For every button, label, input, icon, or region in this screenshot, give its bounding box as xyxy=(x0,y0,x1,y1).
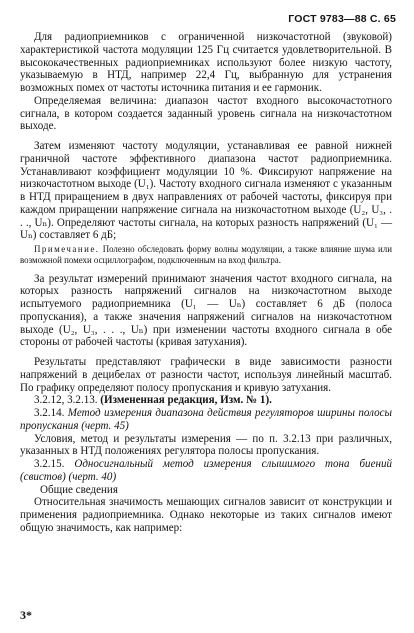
page-content xyxy=(20,31,392,535)
paragraph-graph: Результаты представляют графически в виде зависимости разности напряжений в децибелах от разности частот, используя линейный масштаб. По графику определяют полосу пропускания и кривую затухания. xyxy=(20,356,392,394)
paragraph-procedure: Затем изменяют частоту модуляции, устанавливая ее равной нижней граничной частоте эффективного диапазона частот радиоприемника. Устанавливают коэффициент модуляции 10 %. Фиксируют напряжение на низкочастотном выходе (U₁). Частоту входного сигнала изменяют с указанным в НТД приращением в двух направлениях от рабочей частоты, фиксируя при каждом приращении напряжение сигнала на низкочастотном выходе (U₂, U₃, . . ., Uₙ). Определяют частоты сигнала, на которых разность напряжений (U₁ — Uₙ) составляет 6 дБ; xyxy=(20,140,392,242)
paragraph-result: За результат измерений принимают значения частот входного сигнала, на которых разность напряжений сигналов на низкочастотном выходе испытуемого радиоприемника (U₁ — Uₙ) составляет 6 дБ (полоса пропускания), а также значения напряжений сигналов на низкочастотном выходе (U₂, U₃, . . ., Uₙ) при изменении частоты входного сигнала в обе стороны от рабочей частоты (кривая затухания). xyxy=(20,272,392,349)
paragraph-modulation-frequency: Для радиоприемников с ограниченной низкочастотной (звуковой) характеристикой частота модуляции 125 Гц считается удовлетворительной. В высококачественных радиоприемниках используют более низкую частоту, указываемую в НТД, например 22,4 Гц, выбранную для устранения возможных помех от частоты источника питания и ее гармоник. xyxy=(20,31,392,94)
section-number: 3.2.12, 3.2.13. xyxy=(34,394,98,407)
subsection-heading: Общие сведения xyxy=(40,483,118,496)
paragraph-measured-quantity: Определяемая величина: диапазон частот входного высокочастотного сигнала, в котором создается заданный уровень сигнала на низкочастотном выходе. xyxy=(20,94,392,133)
note-label: Примечание. xyxy=(34,244,100,254)
note xyxy=(20,244,392,266)
section-title: Односигнальный метод измерения слышимого тона биений (свистов) (черт. 40) xyxy=(20,458,393,483)
paragraph-interference: Относительная значимость мешающих сигналов зависит от конструкции и применения радиоприемника. Однако некоторые из таких сигналов имеют общую значимость, как например: xyxy=(20,496,392,534)
section-number: 3.2.14. xyxy=(34,407,65,420)
section-3-2-15 xyxy=(20,458,392,484)
section-3-2-12 xyxy=(20,394,392,407)
paragraph-conditions: Условия, метод и результаты измерения — по п. 3.2.13 при различных, указанных в НТД положениях регулятора полосы пропускания. xyxy=(20,432,392,458)
note-text: Полезно обследовать форму волны модуляции, а также влияние шума или возможной помехи осциллографом, подключенным на вход фильтра. xyxy=(20,244,392,265)
section-text: (Измененная редакция, Изм. № 1). xyxy=(100,394,272,407)
section-3-2-14 xyxy=(20,407,392,433)
page-footer-mark: 3* xyxy=(20,608,32,622)
page-header: ГОСТ 9783—88 С. 65 xyxy=(288,13,396,25)
section-title: Метод измерения диапазона действия регуляторов ширины полосы пропускания (черт. 45) xyxy=(20,407,392,432)
section-number: 3.2.15. xyxy=(34,458,65,471)
